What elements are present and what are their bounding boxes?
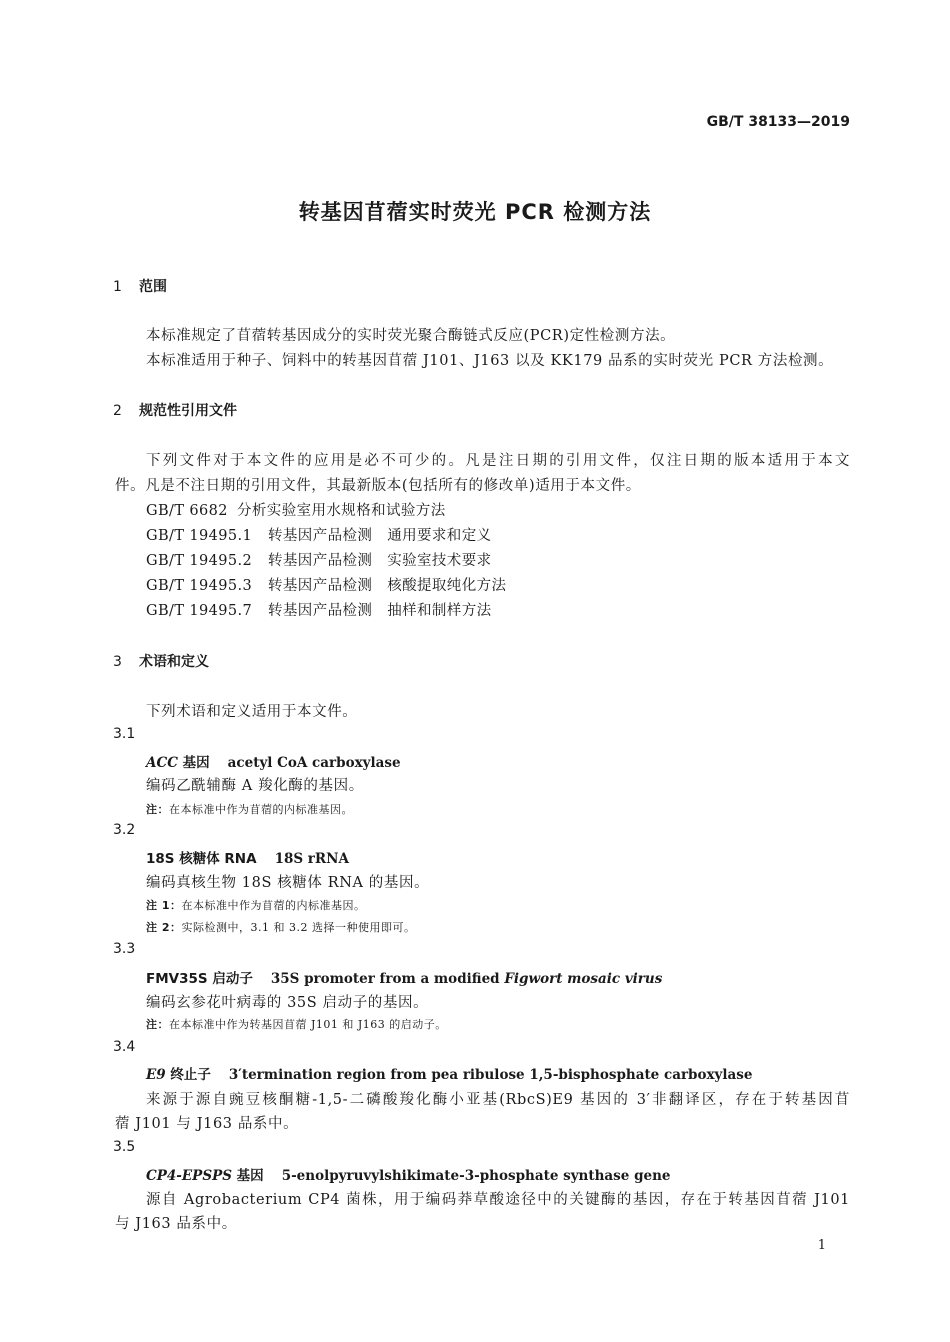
term-en: 3′termination region from pea ribulose 1,5-bisphosphate carboxylase [228, 1067, 753, 1083]
term-definition: 编码乙酰辅酶 A 羧化酶的基因。 [146, 778, 364, 794]
reference-item [146, 574, 506, 595]
note-text: 在本标准中作为苜蓿的内标准基因。 [181, 899, 366, 912]
reference-code: GB/T 19495.1 [146, 528, 253, 544]
term-zh: FMV35S 启动子 [146, 971, 253, 987]
term-number: 3.2 [113, 822, 136, 838]
term-zh: 终止子 [165, 1067, 211, 1083]
section-3-heading [113, 651, 209, 671]
note-label: 注 2： [146, 921, 182, 934]
note-label: 注： [146, 1018, 169, 1031]
note [146, 919, 415, 935]
note [146, 897, 365, 913]
note-label: 注： [146, 803, 169, 816]
term-number: 3.5 [113, 1139, 136, 1155]
term-definition: 来源于源自豌豆核酮糖-1,5-二磷酸羧化酶小亚基(RbcS)E9 基因的 3′非翻译区，存在于转基因苜 [146, 1092, 850, 1108]
reference-title: 转基因产品检测 实验室技术要求 [268, 553, 492, 569]
reference-title: 转基因产品检测 核酸提取纯化方法 [268, 578, 507, 594]
section-title: 术语和定义 [139, 654, 209, 670]
term-en: 5-enolpyruvylshikimate-3-phosphate synthase gene [281, 1168, 671, 1184]
paragraph: 下列文件对于本文件的应用是必不可少的。凡是注日期的引用文件，仅注日期的版本适用于本文 [146, 453, 850, 469]
reference-title: 转基因产品检测 抽样和制样方法 [268, 603, 492, 619]
note-text: 在本标准中作为转基因苜蓿 J101 和 J163 的启动子。 [169, 1018, 447, 1031]
section-number: 2 [113, 403, 122, 419]
section-number: 1 [113, 279, 122, 295]
reference-title: 分析实验室用水规格和试验方法 [237, 503, 446, 519]
term-heading [146, 847, 349, 867]
note-text: 实际检测中，3.1 和 3.2 选择一种使用即可。 [181, 921, 416, 934]
term-zh-italic: CP4-EPSPS [146, 1168, 232, 1184]
reference-item [146, 599, 492, 620]
term-definition: 编码玄参花叶病毒的 35S 启动子的基因。 [146, 995, 429, 1011]
reference-code: GB/T 19495.7 [146, 603, 253, 619]
term-en: 18S rRNA [274, 851, 349, 867]
paragraph: 件。凡是不注日期的引用文件，其最新版本(包括所有的修改单)适用于本文件。 [115, 478, 641, 494]
term-heading [146, 751, 401, 771]
term-heading [146, 1063, 752, 1083]
reference-item [146, 499, 446, 520]
page-number: 1 [817, 1238, 826, 1253]
reference-code: GB/T 19495.2 [146, 553, 253, 569]
term-zh-italic: ACC [146, 755, 178, 771]
term-definition: 与 J163 品系中。 [115, 1216, 237, 1232]
term-zh: 18S 核糖体 RNA [146, 851, 257, 867]
term-heading [146, 967, 662, 987]
term-en: acetyl CoA carboxylase [227, 755, 401, 771]
term-definition: 编码真核生物 18S 核糖体 RNA 的基因。 [146, 875, 430, 891]
term-zh: 基因 [231, 1168, 264, 1184]
page-title: 转基因苜蓿实时荧光 PCR 检测方法 [298, 200, 652, 224]
section-title: 规范性引用文件 [139, 403, 237, 419]
term-definition: 蓿 J101 与 J163 品系中。 [115, 1116, 299, 1132]
section-2-heading [113, 400, 237, 420]
section-title: 范围 [139, 279, 167, 295]
note [146, 801, 353, 817]
section-1-heading [113, 276, 167, 296]
term-zh-italic: E9 [146, 1067, 166, 1083]
reference-item [146, 549, 492, 570]
standard-number: GB/T 38133—2019 [706, 114, 850, 130]
reference-title: 转基因产品检测 通用要求和定义 [268, 528, 492, 544]
term-definition: 源自 Agrobacterium CP4 菌株，用于编码莽草酸途径中的关键酶的基因，存在于转基因苜蓿 J101 [146, 1192, 850, 1208]
note-label: 注 1： [146, 899, 182, 912]
paragraph: 下列术语和定义适用于本文件。 [146, 704, 358, 720]
note [146, 1016, 447, 1032]
reference-code: GB/T 19495.3 [146, 578, 253, 594]
reference-item [146, 524, 492, 545]
term-zh: 基因 [177, 755, 210, 771]
term-heading [146, 1164, 671, 1184]
note-text: 在本标准中作为苜蓿的内标准基因。 [169, 803, 353, 816]
section-number: 3 [113, 654, 122, 670]
paragraph: 本标准适用于种子、饲料中的转基因苜蓿 J101、J163 以及 KK179 品系的实时荧光 PCR 方法检测。 [146, 353, 834, 369]
term-en: 35S promoter from a modified [270, 971, 505, 987]
term-en-italic: Figwort mosaic virus [504, 971, 663, 987]
term-number: 3.1 [113, 726, 136, 742]
reference-code: GB/T 6682 [146, 503, 228, 519]
term-number: 3.3 [113, 941, 136, 957]
paragraph: 本标准规定了苜蓿转基因成分的实时荧光聚合酶链式反应(PCR)定性检测方法。 [146, 328, 676, 344]
term-number: 3.4 [113, 1039, 136, 1055]
